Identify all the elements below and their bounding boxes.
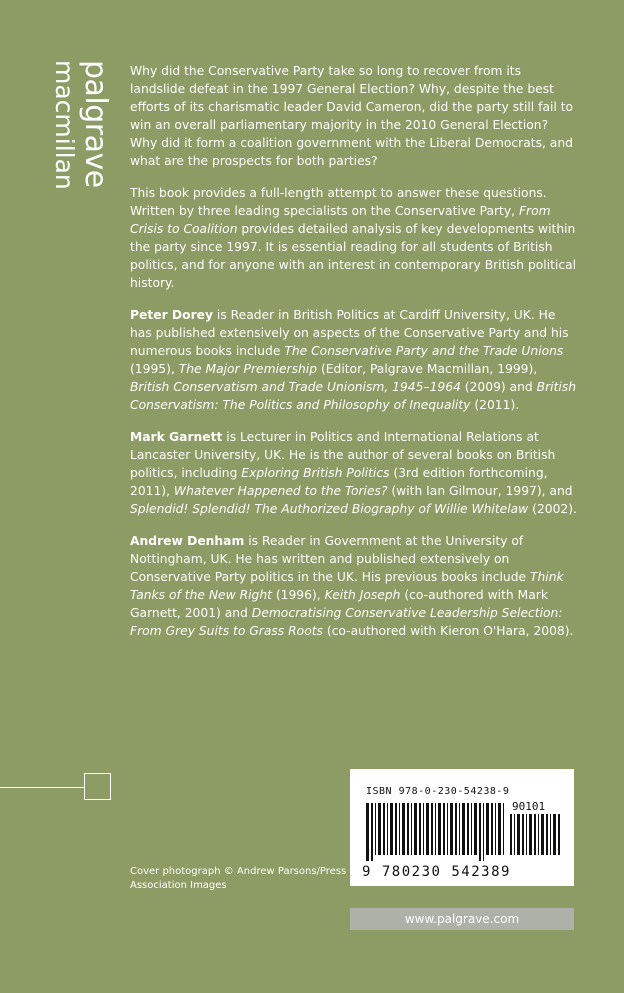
bio-text: is Reader in Government at the University of Nottingham, UK. He has written and published extensively on Conservative Party politics in the UK. His previous books include: [130, 534, 530, 584]
book-title: British Conservatism and Trade Unionism, 1945–1964: [130, 380, 461, 394]
barcode-bar: [443, 803, 445, 855]
bio-text: (3rd edition forthcoming, 2011),: [130, 466, 548, 498]
barcode-bar: [474, 803, 477, 855]
barcode-bar: [553, 814, 556, 855]
intro-text: This book provides a full-length attempt to answer these questions. Written by three leading specialists on the Conservative Party,: [130, 186, 547, 218]
barcode-bar: [522, 814, 524, 855]
barcode-bar: [526, 814, 527, 855]
barcode-bar: [402, 803, 405, 855]
barcode-bar: [395, 803, 397, 855]
barcode-bar: [503, 803, 504, 855]
logo-macmillan: macmillan: [50, 60, 79, 190]
author-bio-dorey: [130, 306, 578, 414]
barcode-bar: [491, 803, 493, 855]
author-bio-garnett: [130, 428, 578, 518]
barcode-bar: [467, 803, 469, 855]
barcode-bar: [371, 803, 373, 861]
barcode-bar: [550, 814, 551, 855]
barcode-bar: [411, 803, 412, 855]
author-bio-denham: [130, 532, 578, 640]
decorative-rule: [0, 787, 84, 788]
barcode-bar: [471, 803, 472, 855]
logo-palgrave: palgrave: [78, 60, 113, 188]
bio-text: (2002).: [528, 502, 577, 516]
barcode-bar: [375, 803, 376, 855]
book-title: From Crisis to Coalition: [130, 204, 551, 236]
barcode-bar: [541, 814, 544, 855]
barcode-bars: [366, 803, 504, 861]
barcode-addon-number: 90101: [512, 800, 546, 813]
barcode-bar: [426, 803, 429, 855]
bio-text: (2009) and: [460, 380, 537, 394]
bio-text: (co-authored with Kieron O'Hara, 2008).: [322, 624, 574, 638]
barcode-bar: [498, 803, 501, 855]
barcode-bar: [455, 803, 457, 855]
barcode-bar: [419, 803, 421, 855]
barcode-bar: [447, 803, 448, 855]
book-title: Whatever Happened to the Tories?: [173, 484, 388, 498]
author-name: Andrew Denham: [130, 534, 245, 548]
barcode-bar: [514, 814, 515, 855]
barcode-bar: [423, 803, 424, 855]
decorative-square-icon: [84, 773, 111, 800]
book-title: The Major Premiership: [178, 362, 318, 376]
barcode-bar: [407, 803, 409, 855]
website-url[interactable]: www.palgrave.com: [350, 908, 574, 930]
bio-text: (with Ian Gilmour, 1997), and: [387, 484, 573, 498]
author-name: Peter Dorey: [130, 308, 213, 322]
barcode-bar: [529, 814, 532, 855]
barcode-bar: [431, 803, 433, 855]
bio-text: (1995),: [130, 362, 179, 376]
bio-text: (co-authored with Mark Garnett, 2001) and: [130, 588, 548, 620]
bio-text: (2011).: [470, 398, 520, 412]
bio-text: is Reader in British Politics at Cardiff University, UK. He has published extensively on aspects of the Conservative Party and his numerous books include: [130, 308, 569, 358]
intro-paragraph-1: Why did the Conservative Party take so long to recover from its landslide defeat in the 1997 General Election? Why, despite the best efforts of its charismatic leader David Cameron, did the party still fail to win an overall parliamentary majority in the 2010 General Election? Why did it form a coalition government with the Liberal Democrats, and what are the prospects for both parties?: [130, 64, 574, 168]
barcode-bar: [479, 803, 481, 861]
barcode-bar: [387, 803, 388, 855]
book-title: The Conservative Party and the Trade Unions: [284, 344, 564, 358]
bio-text: is Lecturer in Politics and International Relations at Lancaster University, UK. He is the author of several books on British politics, including: [130, 430, 556, 480]
barcode-bar: [486, 803, 489, 855]
barcode-bar: [366, 803, 369, 861]
author-name: Mark Garnett: [130, 430, 223, 444]
barcode-bar: [450, 803, 453, 855]
barcode-bar: [438, 803, 441, 855]
barcode-bar: [495, 803, 496, 855]
barcode-bar: [546, 814, 548, 855]
book-title: Democratising Conservative Leadership Selection: From Grey Suits to Grass Roots: [130, 606, 563, 638]
barcode-bar: [435, 803, 436, 855]
isbn-barcode: [350, 769, 574, 886]
barcode-bar: [390, 803, 393, 855]
cover-photo-credit: Cover photograph © Andrew Parsons/Press Association Images: [130, 866, 347, 891]
blurb: [130, 62, 578, 654]
publisher-logo: [40, 60, 112, 200]
barcode-bar: [459, 803, 460, 855]
barcode-bar: [517, 814, 520, 855]
barcode-bar: [558, 814, 560, 855]
book-title: Keith Joseph: [324, 588, 401, 602]
book-title: Exploring British Politics: [241, 466, 390, 480]
intro-paragraph-2: [130, 184, 578, 292]
barcode-addon-bars: [510, 814, 560, 861]
barcode-bar: [378, 803, 381, 855]
barcode-bar: [383, 803, 385, 855]
bio-text: (Editor, Palgrave Macmillan, 1999),: [317, 362, 538, 376]
bio-text: (1996),: [271, 588, 325, 602]
barcode-bar: [462, 803, 465, 855]
barcode-bar: [483, 803, 484, 861]
barcode-bar: [534, 814, 536, 855]
barcode-bar: [538, 814, 539, 855]
barcode-bar: [399, 803, 400, 855]
barcode-bar: [414, 803, 417, 855]
book-title: Splendid! Splendid! The Authorized Biography of Willie Whitelaw: [130, 502, 529, 516]
barcode-ean-number: 9 780230 542389: [362, 864, 511, 880]
isbn-label: ISBN 978-0-230-54238-9: [366, 786, 510, 797]
barcode-bar: [510, 814, 512, 855]
book-title: British Conservatism: The Politics and Philosophy of Inequality: [130, 380, 577, 412]
intro-text: provides detailed analysis of key developments within the party since 1997. It is essential reading for all students of British politics, and for anyone with an interest in contemporary British political history.: [130, 222, 577, 290]
book-title: Think Tanks of the New Right: [130, 570, 564, 602]
